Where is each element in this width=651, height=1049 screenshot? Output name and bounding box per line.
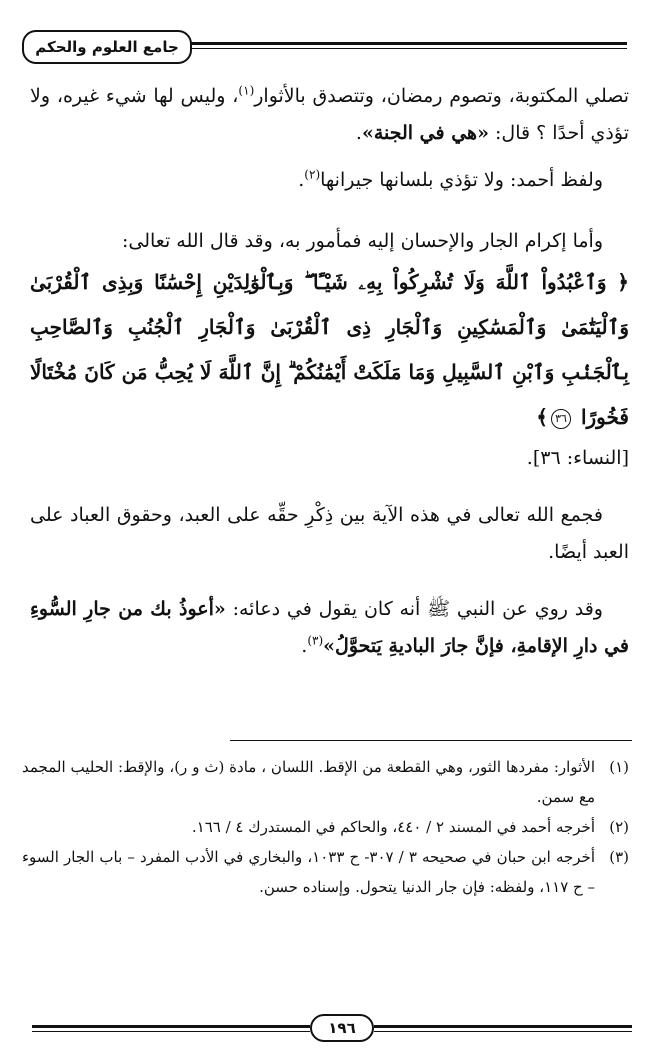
page-number: ١٩٦ xyxy=(310,1014,374,1042)
quran-close-bracket: ﴾ xyxy=(536,405,548,429)
ayah-number-marker: ٣٦ xyxy=(551,409,571,429)
footnote-text: أخرجه ابن حبان في صحيحه ٣ / ٣٠٧- ح ١٠٣٣، والبخاري في الأدب المفرد – باب الجار السوء – ح ١١٧، ولفظه: فإن جار الدنيا يتحول. وإسناده حسن. xyxy=(22,848,595,896)
quran-verse xyxy=(30,260,629,440)
paragraph-2 xyxy=(30,162,629,199)
footnote-number: (٣) xyxy=(609,848,629,866)
paragraph-1-text-b: ، وليس لها شيء غيره، ولا تؤذي أحدًا ؟ قال: xyxy=(30,85,629,144)
footnotes xyxy=(22,752,629,902)
paragraph-2-text: ولفظ أحمد: ولا تؤذي بلسانها جيرانها xyxy=(320,169,603,191)
footnote-separator xyxy=(230,740,632,741)
paragraph-1-text-a: تصلي المكتوبة، وتصوم رمضان، وتتصدق بالأثوار xyxy=(254,85,630,107)
footnote-1 xyxy=(22,752,629,812)
footer-rule-right-thin xyxy=(374,1031,632,1032)
paragraph-1-end: . xyxy=(355,122,362,144)
paragraph-2-end: . xyxy=(298,169,305,191)
footnote-ref-1: (١) xyxy=(238,83,255,98)
quran-reference: [النساء: ٣٦]. xyxy=(526,447,629,469)
footnote-3 xyxy=(22,842,629,902)
footer-rule-left-thick xyxy=(32,1025,310,1028)
paragraph-4: فجمع الله تعالى في هذه الآية بين ذِكْرِ حقِّه على العبد، وحقوق العباد على العبد أيضًا. xyxy=(30,504,629,563)
footnote-text: أخرجه أحمد في المسند ٢ / ٤٤٠، والحاكم في المستدرك ٤ / ١٦٦. xyxy=(191,818,595,836)
quran-text: وَٱعْبُدُواْ ٱللَّهَ وَلَا تُشْرِكُواْ بِهِۦ شَيْـًٔا ۖ وَبِٱلْوَٰلِدَيْنِ إِحْسَٰنًا وَبِذِى ٱلْقُرْبَىٰ وَٱلْيَتَٰمَىٰ وَٱلْمَسَٰكِينِ وَٱلْجَارِ ذِى ٱلْقُرْبَىٰ وَٱلْجَارِ ٱلْجُنُبِ وَٱلصَّاحِبِ بِٱلْجَنۢبِ وَٱبْنِ ٱلسَّبِيلِ وَمَا مَلَكَتْ أَيْمَٰنُكُمْ ۗ إِنَّ ٱللَّهَ لَا يُحِبُّ مَن كَانَ مُخْتَالًا فَخُورًا xyxy=(30,270,629,429)
paragraph-3: وأما إكرام الجار والإحسان إليه فمأمور به، وقد قال الله تعالى: xyxy=(121,230,603,252)
footer-rule-left-thin xyxy=(32,1031,310,1032)
footnote-2 xyxy=(22,812,629,842)
footnote-number: (١) xyxy=(609,758,629,776)
hadith-quote-2: «أعوذُ بك من جارِ السُّوءِ في دارِ الإقامةِ، فإنَّ جارَ الباديةِ يَتحوَّلُ» xyxy=(30,598,629,657)
footnote-text: الأثوار: مفردها الثور، وهي القطعة من الإقط. اللسان ، مادة (ث و ر)، والإقط: الحليب المجمد مع سمن. xyxy=(22,758,595,806)
paragraph-5-text: وقد روي عن النبي ﷺ أنه كان يقول في دعائه: xyxy=(225,598,603,620)
running-title: جامع العلوم والحكم xyxy=(22,30,192,64)
paragraph-5 xyxy=(30,591,629,665)
quran-open-bracket: ﴿ xyxy=(617,270,629,294)
paragraph-5-end: . xyxy=(301,635,308,657)
footnote-ref-3: (٣) xyxy=(307,633,324,648)
body-text xyxy=(30,78,629,665)
footnote-number: (٢) xyxy=(609,818,629,836)
hadith-quote-1: «هي في الجنة» xyxy=(361,122,489,144)
footnote-ref-2: (٢) xyxy=(304,167,321,182)
footer-rule-right-thick xyxy=(374,1025,632,1028)
paragraph-1 xyxy=(30,78,629,152)
